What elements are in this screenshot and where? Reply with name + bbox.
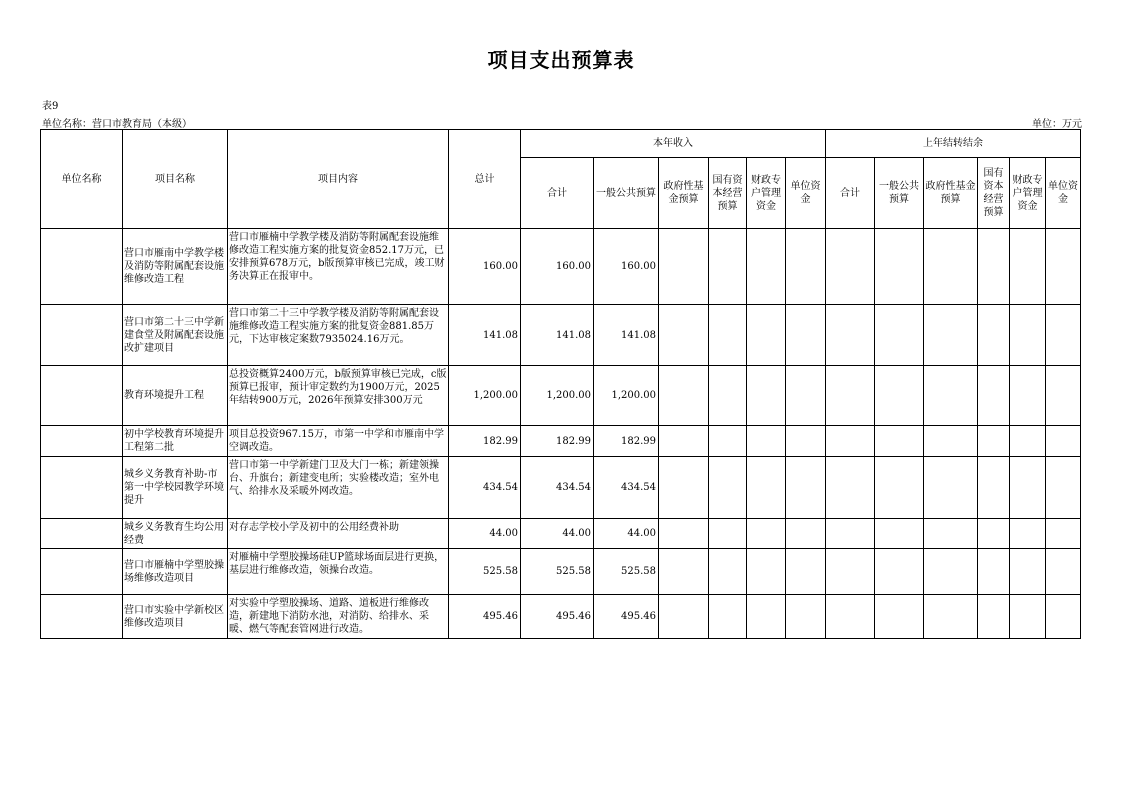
cell-empty — [875, 519, 924, 549]
cell-cy-subtotal: 141.08 — [521, 305, 594, 366]
cell-project-content: 营口市第二十三中学教学楼及消防等附属配套设施维修改造工程实施方案的批复资金881.85万元，下达审核定案数7935024.16万元。 — [228, 305, 449, 366]
cell-project-name: 营口市实验中学新校区维修改造项目 — [123, 595, 228, 639]
cell-empty — [1046, 305, 1081, 366]
cell-unit — [41, 549, 123, 595]
header-cy-general-budget: 一般公共预算 — [594, 158, 659, 229]
cell-empty — [1046, 549, 1081, 595]
cell-project-content: 对存志学校小学及初中的公用经费补助 — [228, 519, 449, 549]
cell-empty — [786, 229, 826, 305]
header-cy-state-capital: 国有资本经营预算 — [709, 158, 747, 229]
cell-project-name: 城乡义务教育生均公用经费 — [123, 519, 228, 549]
table-row — [41, 595, 1081, 639]
header-unit-name: 单位名称 — [41, 130, 123, 229]
table-row — [41, 305, 1081, 366]
cell-project-content: 营口市第一中学新建门卫及大门一栋；新建领操台、升旗台；新建变电所；实验楼改造；室外电气、给排水及采暖外网改造。 — [228, 457, 449, 519]
cell-total: 160.00 — [449, 229, 521, 305]
header-py-state-capital: 国有资本经营预算 — [978, 158, 1010, 229]
cell-empty — [1046, 457, 1081, 519]
cell-empty — [826, 305, 875, 366]
cell-project-name: 初中学校教育环境提升工程第二批 — [123, 426, 228, 457]
cell-empty — [1010, 305, 1046, 366]
table-row — [41, 229, 1081, 305]
cell-empty — [1046, 519, 1081, 549]
cell-empty — [875, 366, 924, 426]
cell-empty — [826, 519, 875, 549]
header-py-general-budget: 一般公共预算 — [875, 158, 924, 229]
cell-unit — [41, 595, 123, 639]
cell-empty — [875, 595, 924, 639]
cell-empty — [786, 595, 826, 639]
cell-cy-general: 1,200.00 — [594, 366, 659, 426]
cell-empty — [659, 595, 709, 639]
cell-project-name: 营口市雁南中学教学楼及消防等附属配套设施维修改造工程 — [123, 229, 228, 305]
cell-empty — [924, 549, 978, 595]
cell-empty — [709, 595, 747, 639]
cell-total: 44.00 — [449, 519, 521, 549]
header-py-unit-funds: 单位资金 — [1046, 158, 1081, 229]
cell-empty — [747, 519, 786, 549]
cell-total: 495.46 — [449, 595, 521, 639]
cell-empty — [978, 229, 1010, 305]
cell-empty — [875, 549, 924, 595]
cell-cy-subtotal: 44.00 — [521, 519, 594, 549]
table-row — [41, 519, 1081, 549]
cell-empty — [786, 366, 826, 426]
cell-empty — [709, 549, 747, 595]
cell-empty — [978, 519, 1010, 549]
cell-project-name: 营口市雁楠中学塑胶操场维修改造项目 — [123, 549, 228, 595]
cell-empty — [659, 519, 709, 549]
header-py-gov-fund: 政府性基金预算 — [924, 158, 978, 229]
cell-unit — [41, 366, 123, 426]
cell-empty — [709, 519, 747, 549]
cell-empty — [1010, 549, 1046, 595]
cell-empty — [709, 366, 747, 426]
cell-cy-subtotal: 525.58 — [521, 549, 594, 595]
header-total: 总计 — [449, 130, 521, 229]
cell-unit — [41, 457, 123, 519]
cell-empty — [786, 305, 826, 366]
cell-empty — [826, 595, 875, 639]
cell-empty — [1010, 366, 1046, 426]
cell-empty — [1046, 595, 1081, 639]
cell-total: 182.99 — [449, 426, 521, 457]
header-cy-subtotal: 合计 — [521, 158, 594, 229]
cell-empty — [826, 457, 875, 519]
header-current-year-income: 本年收入 — [521, 130, 826, 158]
cell-cy-general: 495.46 — [594, 595, 659, 639]
cell-empty — [786, 519, 826, 549]
cell-project-content: 总投资概算2400万元，b版预算审核已完成，c版预算已报审，预计审定数约为1900万元，2025年结转900万元，2026年预算安排300万元 — [228, 366, 449, 426]
cell-empty — [786, 426, 826, 457]
header-py-subtotal: 合计 — [826, 158, 875, 229]
cell-empty — [826, 549, 875, 595]
cell-cy-general: 182.99 — [594, 426, 659, 457]
cell-empty — [1010, 519, 1046, 549]
cell-total: 1,200.00 — [449, 366, 521, 426]
table-row — [41, 366, 1081, 426]
table-row — [41, 457, 1081, 519]
table-row — [41, 549, 1081, 595]
cell-project-name: 教育环境提升工程 — [123, 366, 228, 426]
cell-unit — [41, 229, 123, 305]
cell-empty — [1010, 457, 1046, 519]
header-cy-fiscal-special: 财政专户管理资金 — [747, 158, 786, 229]
cell-project-content: 项目总投资967.15万，市第一中学和市雁南中学空调改造。 — [228, 426, 449, 457]
cell-cy-subtotal: 1,200.00 — [521, 366, 594, 426]
header-py-fiscal-special: 财政专户管理资金 — [1010, 158, 1046, 229]
cell-unit — [41, 519, 123, 549]
cell-empty — [1010, 229, 1046, 305]
cell-empty — [786, 549, 826, 595]
cell-unit — [41, 426, 123, 457]
cell-project-content: 对雁楠中学塑胶操场硅UP篮球场面层进行更换，基层进行维修改造，领操台改造。 — [228, 549, 449, 595]
cell-empty — [1046, 366, 1081, 426]
cell-empty — [709, 305, 747, 366]
cell-total: 434.54 — [449, 457, 521, 519]
cell-empty — [659, 549, 709, 595]
header-cy-unit-funds: 单位资金 — [786, 158, 826, 229]
cell-project-content: 营口市雁楠中学教学楼及消防等附属配套设施维修改造工程实施方案的批复资金852.17万元，已安排预算678万元，b版预算审核已完成，竣工财务决算正在报审中。 — [228, 229, 449, 305]
cell-project-content: 对实验中学塑胶操场、道路、道板进行维修改造，新建地下消防水池，对消防、给排水、采暖、燃气等配套管网进行改造。 — [228, 595, 449, 639]
page-title: 项目支出预算表 — [487, 48, 635, 72]
cell-empty — [747, 305, 786, 366]
currency-unit-label: 单位：万元 — [1032, 119, 1082, 130]
cell-empty — [659, 366, 709, 426]
cell-empty — [1046, 426, 1081, 457]
cell-empty — [978, 305, 1010, 366]
cell-project-name: 城乡义务教育补助-市第一中学校园教学环境提升 — [123, 457, 228, 519]
cell-empty — [709, 457, 747, 519]
cell-empty — [875, 457, 924, 519]
cell-cy-general: 160.00 — [594, 229, 659, 305]
header-prior-year-carryover: 上年结转结余 — [826, 130, 1081, 158]
cell-total: 141.08 — [449, 305, 521, 366]
cell-empty — [747, 595, 786, 639]
cell-empty — [978, 366, 1010, 426]
cell-empty — [826, 426, 875, 457]
table-number: 表9 — [42, 101, 59, 112]
cell-empty — [709, 229, 747, 305]
cell-empty — [747, 366, 786, 426]
cell-empty — [875, 229, 924, 305]
cell-unit — [41, 305, 123, 366]
cell-cy-subtotal: 160.00 — [521, 229, 594, 305]
cell-empty — [978, 426, 1010, 457]
header-project-name: 项目名称 — [123, 130, 228, 229]
cell-empty — [875, 426, 924, 457]
cell-empty — [786, 457, 826, 519]
cell-empty — [924, 457, 978, 519]
cell-empty — [924, 426, 978, 457]
cell-empty — [1046, 229, 1081, 305]
cell-empty — [978, 457, 1010, 519]
cell-empty — [924, 595, 978, 639]
cell-empty — [709, 426, 747, 457]
header-project-content: 项目内容 — [228, 130, 449, 229]
cell-empty — [875, 305, 924, 366]
table-row — [41, 426, 1081, 457]
cell-empty — [1010, 426, 1046, 457]
cell-total: 525.58 — [449, 549, 521, 595]
header-cy-gov-fund: 政府性基金预算 — [659, 158, 709, 229]
cell-empty — [924, 366, 978, 426]
cell-empty — [924, 305, 978, 366]
cell-empty — [826, 366, 875, 426]
unit-name-label: 单位名称：营口市教育局（本级） — [42, 119, 192, 130]
cell-cy-subtotal: 182.99 — [521, 426, 594, 457]
cell-empty — [978, 595, 1010, 639]
cell-empty — [747, 457, 786, 519]
cell-empty — [747, 229, 786, 305]
cell-empty — [747, 549, 786, 595]
cell-empty — [924, 229, 978, 305]
cell-empty — [1010, 595, 1046, 639]
cell-empty — [659, 457, 709, 519]
budget-table — [40, 129, 1081, 639]
cell-cy-subtotal: 495.46 — [521, 595, 594, 639]
cell-empty — [924, 519, 978, 549]
cell-cy-subtotal: 434.54 — [521, 457, 594, 519]
cell-empty — [659, 229, 709, 305]
cell-cy-general: 525.58 — [594, 549, 659, 595]
cell-cy-general: 141.08 — [594, 305, 659, 366]
cell-empty — [826, 229, 875, 305]
cell-empty — [659, 426, 709, 457]
cell-cy-general: 44.00 — [594, 519, 659, 549]
cell-empty — [978, 549, 1010, 595]
cell-project-name: 营口市第二十三中学新建食堂及附属配套设施改扩建项目 — [123, 305, 228, 366]
cell-cy-general: 434.54 — [594, 457, 659, 519]
cell-empty — [747, 426, 786, 457]
cell-empty — [659, 305, 709, 366]
